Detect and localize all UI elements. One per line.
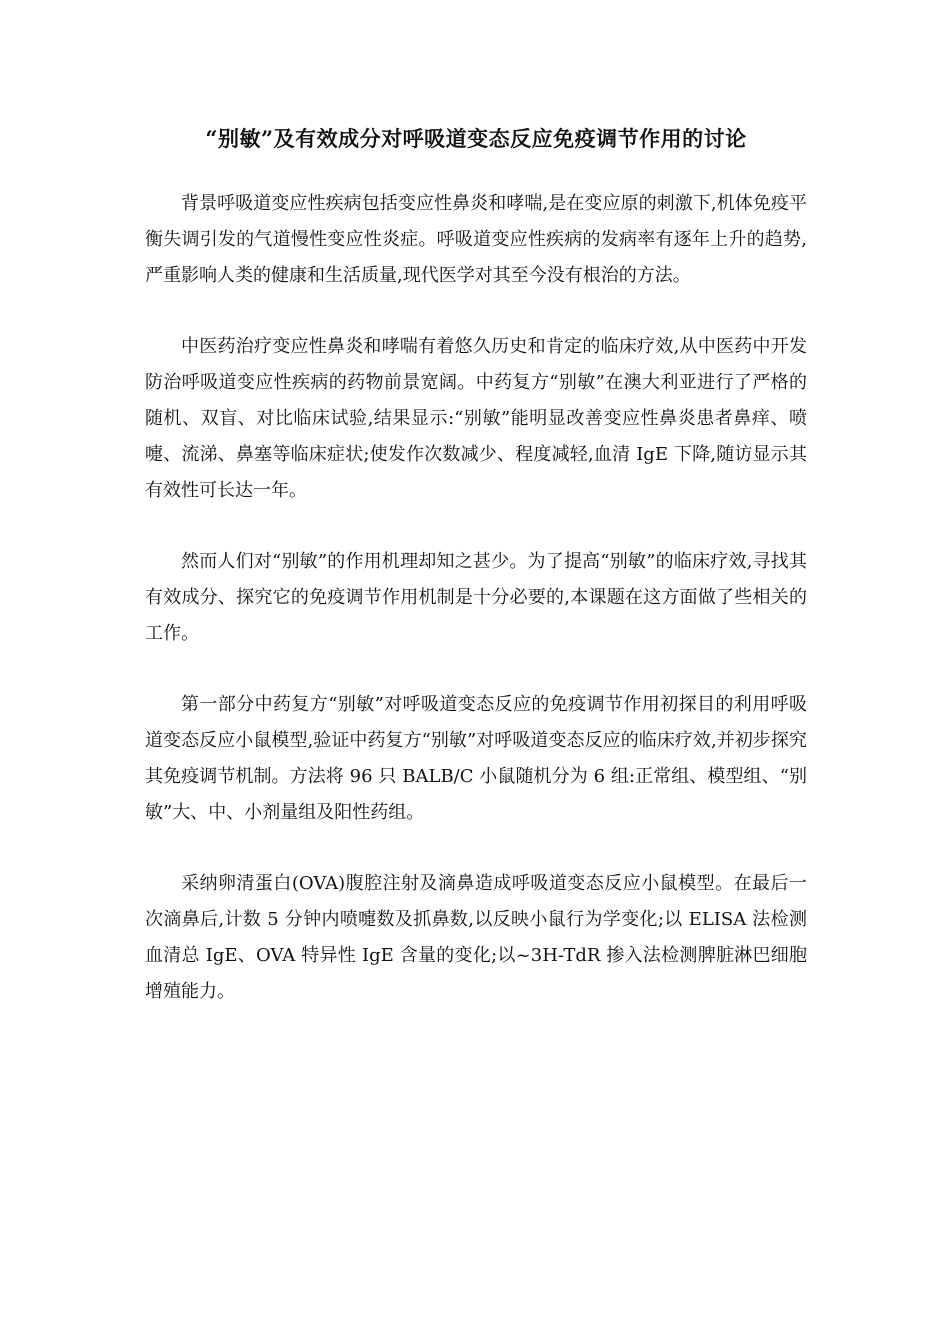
paragraph-mechanism: 然而人们对“别敏”的作用机理却知之甚少。为了提高“别敏”的临床疗效,寻找其有效成分、探究它的免疫调节作用机制是十分必要的,本课题在这方面做了些相关的工作。 bbox=[145, 551, 807, 644]
paragraph-tcm-treatment: 中医药治疗变应性鼻炎和哮喘有着悠久历史和肯定的临床疗效,从中医药中开发防治呼吸道变应性疾病的药物前景宽阔。中药复方“别敏”在澳大利亚进行了严格的随机、双盲、对比临床试验,结果显示:“别敏”能明显改善变应性鼻炎患者鼻痒、喷嚏、流涕、鼻塞等临床症状;使发作次数减少、程度减轻,血清 IgE 下降,随访显示其有效性可长达一年。 bbox=[145, 336, 807, 501]
paragraph-background: 背景呼吸道变应性疾病包括变应性鼻炎和哮喘,是在变应原的刺激下,机体免疫平衡失调引发的气道慢性变应性炎症。呼吸道变应性疾病的发病率有逐年上升的趋势,严重影响人类的健康和生活质量,现代医学对其至今没有根治的方法。 bbox=[145, 193, 807, 286]
document-title: “别敏”及有效成分对呼吸道变态反应免疫调节作用的讨论 bbox=[205, 126, 747, 151]
paragraph-part-one: 第一部分中药复方“别敏”对呼吸道变态反应的免疫调节作用初探目的利用呼吸道变态反应小鼠模型,验证中药复方“别敏”对呼吸道变态反应的临床疗效,并初步探究其免疫调节机制。方法将 96 只 BALB/C 小鼠随机分为 6 组:正常组、模型组、“别敏”大、中、小剂量组及阳性药组。 bbox=[145, 694, 807, 823]
paragraph-methods: 采纳卵清蛋白(OVA)腹腔注射及滴鼻造成呼吸道变态反应小鼠模型。在最后一次滴鼻后,计数 5 分钟内喷嚏数及抓鼻数,以反映小鼠行为学变化;以 ELISA 法检测血清总 IgE、OVA 特异性 IgE 含量的变化;以~3H-TdR 掺入法检测脾脏淋巴细胞增殖能力。 bbox=[145, 873, 807, 1002]
